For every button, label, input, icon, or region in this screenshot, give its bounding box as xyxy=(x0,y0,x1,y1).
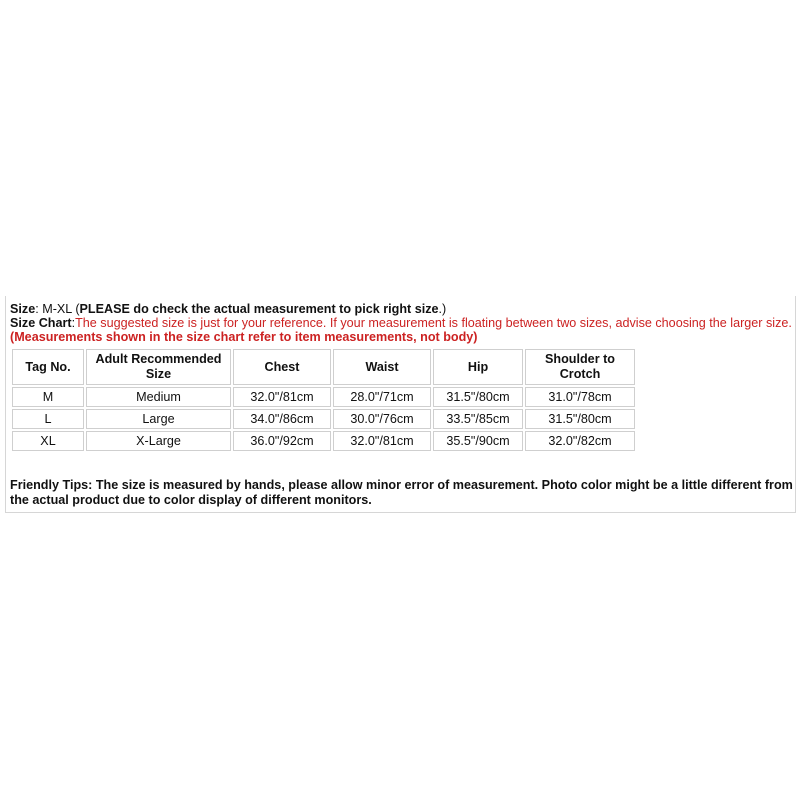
header-adult-size: Adult Recommended Size xyxy=(86,349,231,385)
header-waist: Waist xyxy=(333,349,431,385)
cell-size: Medium xyxy=(86,387,231,407)
cell-shoulder: 31.5"/80cm xyxy=(525,409,635,429)
cell-hip: 31.5"/80cm xyxy=(433,387,523,407)
cell-waist: 30.0"/76cm xyxy=(333,409,431,429)
cell-hip: 35.5"/90cm xyxy=(433,431,523,451)
cell-shoulder: 32.0"/82cm xyxy=(525,431,635,451)
cell-tag: XL xyxy=(12,431,84,451)
cell-waist: 28.0"/71cm xyxy=(333,387,431,407)
size-note: PLEASE do check the actual measurement to pick right size xyxy=(79,302,439,316)
size-label: Size xyxy=(10,302,36,316)
cell-size: X-Large xyxy=(86,431,231,451)
cell-size: Large xyxy=(86,409,231,429)
size-chart-note xyxy=(10,316,795,344)
cell-tag: M xyxy=(12,387,84,407)
size-chart-text: The suggested size is just for your reference. If your measurement is floating between two sizes, advise choosing the larger size. xyxy=(75,316,792,330)
size-note-end: .) xyxy=(438,302,447,316)
cell-chest: 36.0"/92cm xyxy=(233,431,331,451)
header-hip: Hip xyxy=(433,349,523,385)
cell-hip: 33.5"/85cm xyxy=(433,409,523,429)
cell-chest: 34.0"/86cm xyxy=(233,409,331,429)
size-chart-disclaimer: (Measurements shown in the size chart refer to item measurements, not body) xyxy=(10,330,478,344)
size-chart-label: Size Chart xyxy=(10,316,72,330)
cell-tag: L xyxy=(12,409,84,429)
size-intro xyxy=(10,302,795,344)
size-line xyxy=(10,302,795,316)
size-value: : M-XL ( xyxy=(35,302,80,316)
table-row xyxy=(12,409,635,429)
header-shoulder-to-crotch: Shoulder to Crotch xyxy=(525,349,635,385)
cell-shoulder: 31.0"/78cm xyxy=(525,387,635,407)
table-header-row xyxy=(12,349,635,385)
header-chest: Chest xyxy=(233,349,331,385)
size-table xyxy=(10,347,637,453)
size-chart-colon: : xyxy=(71,316,76,330)
header-tag-no: Tag No. xyxy=(12,349,84,385)
table-row xyxy=(12,431,635,451)
cell-waist: 32.0"/81cm xyxy=(333,431,431,451)
table-row xyxy=(12,387,635,407)
friendly-tips: Friendly Tips: The size is measured by hands, please allow minor error of measurement. Photo color might be a little different from the actual product due to color display of different monitors. xyxy=(10,478,793,507)
cell-chest: 32.0"/81cm xyxy=(233,387,331,407)
